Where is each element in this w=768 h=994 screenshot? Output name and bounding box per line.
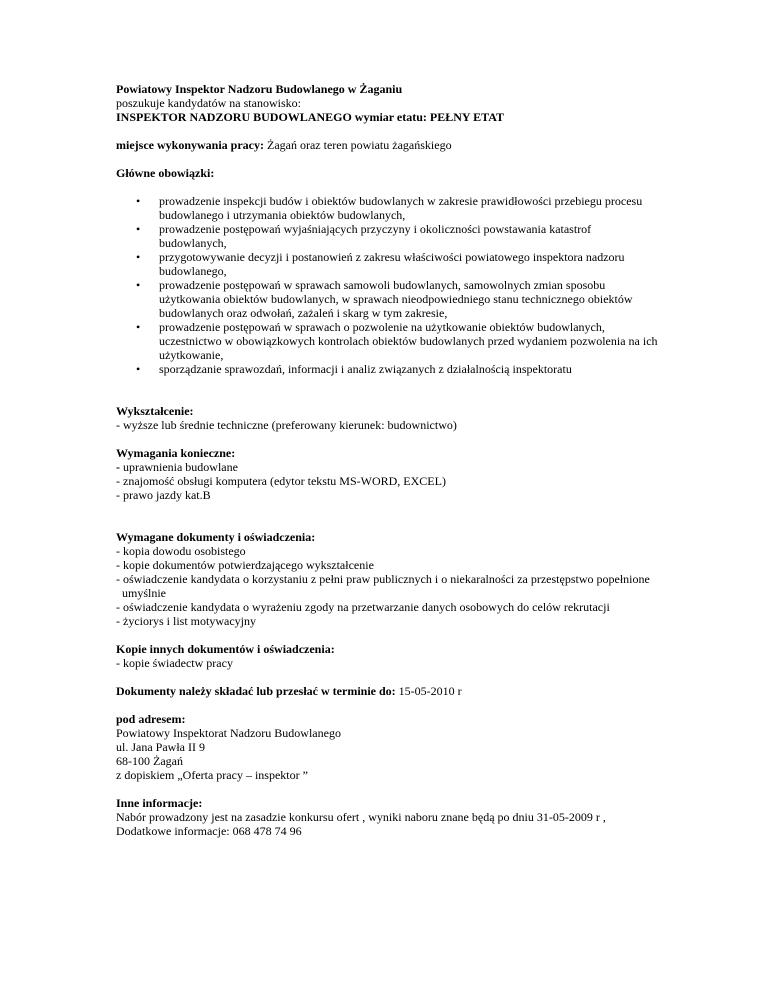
duty-item	[116, 320, 656, 362]
document-item: - życiorys i list motywacyjny	[116, 614, 256, 628]
requirement-dash: -	[116, 460, 120, 474]
other-info-line: Dodatkowe informacje: 068 478 74 96	[116, 824, 302, 838]
document-item: - oświadczenie kandydata o korzystaniu z pełni praw publicznych i o niekaralności za przestępstwo popełnione	[116, 572, 650, 586]
duties-heading: Główne obowiązki:	[116, 166, 215, 180]
bullet-icon: •	[136, 278, 141, 292]
duty-line: budowlanych,	[159, 236, 227, 250]
position-title: INSPEKTOR NADZORU BUDOWLANEGO wymiar etatu: PEŁNY ETAT	[116, 110, 505, 124]
duty-line: użytkowania obiektów budowlanych, w sprawach nieodpowiedniego stanu technicznego obiektów	[159, 292, 633, 306]
requirement-item: - prawo jazdy kat.B	[116, 488, 211, 502]
duty-item	[116, 278, 656, 320]
bullet-icon: •	[136, 194, 141, 208]
requirements-heading: Wymagania konieczne:	[116, 446, 236, 460]
duty-line: prowadzenie postępowań w sprawach o pozwolenie na użytkowanie obiektów budowlanych,	[159, 320, 605, 334]
other-info-heading: Inne informacje:	[116, 796, 203, 810]
address-line: 68-100 Żagań	[116, 754, 183, 768]
education-item: - wyższe lub średnie techniczne (preferowany kierunek: budownictwo)	[116, 418, 457, 432]
duty-item	[116, 362, 656, 376]
duty-line: prowadzenie postępowań w sprawach samowoli budowlanych, samowolnych zmian sposobu	[159, 278, 606, 292]
document-body	[116, 82, 656, 838]
other-document-item: - kopie świadectw pracy	[116, 656, 233, 670]
bullet-icon: •	[136, 222, 141, 236]
document-item: - kopia dowodu osobistego	[116, 544, 246, 558]
requirement-item: - znajomość obsługi komputera (edytor tekstu MS-WORD, EXCEL)	[116, 474, 446, 488]
other-documents-heading: Kopie innych dokumentów i oświadczenia:	[116, 642, 335, 656]
duties-list	[116, 194, 656, 376]
deadline-value: 15-05-2010 r	[395, 684, 462, 698]
duty-line: uczestnictwo w obowiązkowych kontrolach obiektów budowlanych przed wydaniem pozwolenia na ich	[159, 334, 658, 348]
bullet-icon: •	[136, 250, 141, 264]
documents-heading: Wymagane dokumenty i oświadczenia:	[116, 530, 316, 544]
address-line: ul. Jana Pawła II 9	[116, 740, 205, 754]
employer-title: Powiatowy Inspektor Nadzoru Budowlanego w Żaganiu	[116, 82, 403, 96]
duty-line: budowlanych oraz odwołań, zażaleń i skarg w tym zakresie,	[159, 306, 448, 320]
duty-line: prowadzenie inspekcji budów i obiektów budowlanych w zakresie prawidłowości przebiegu procesu	[159, 194, 643, 208]
address-line: z dopiskiem „Oferta pracy – inspektor ”	[116, 768, 308, 782]
duty-line: budowlanego i utrzymania obiektów budowlanych,	[159, 208, 406, 222]
duty-line: prowadzenie postępowań wyjaśniających przyczyny i okoliczności powstawania katastrof	[159, 222, 592, 236]
recruitment-intro: poszukuje kandydatów na stanowisko:	[116, 96, 301, 110]
duty-item	[116, 250, 656, 278]
duty-line: budowlanego,	[159, 264, 227, 278]
deadline-label: Dokumenty należy składać lub przesłać w terminie do:	[116, 684, 396, 698]
address-heading: pod adresem:	[116, 712, 186, 726]
duty-line: sporządzanie sprawozdań, informacji i analiz związanych z działalnością inspektoratu	[159, 362, 572, 376]
duty-item	[116, 222, 656, 250]
other-info-line: Nabór prowadzony jest na zasadzie konkursu ofert , wyniki naboru znane będą po dniu 31-05-2009 r ,	[116, 810, 606, 824]
duty-line: przygotowywanie decyzji i postanowień z zakresu właściwości powiatowego inspektora nadzoru	[159, 250, 625, 264]
address-line: Powiatowy Inspektorat Nadzoru Budowlanego	[116, 726, 341, 740]
requirement-text: uprawnienia budowlane	[120, 460, 238, 474]
work-place	[116, 138, 656, 152]
document-item-continuation: umyślnie	[122, 586, 166, 600]
bullet-icon: •	[136, 362, 141, 376]
bullet-icon: •	[136, 320, 141, 334]
duty-line: użytkowanie,	[159, 348, 224, 362]
work-place-value: Żagań oraz teren powiatu żagańskiego	[263, 138, 452, 152]
document-item: - kopie dokumentów potwierdzającego wykształcenie	[116, 558, 374, 572]
work-place-label: miejsce wykonywania pracy:	[116, 138, 264, 152]
duty-item	[116, 194, 656, 222]
document-item: - oświadczenie kandydata o wyrażeniu zgody na przetwarzanie danych osobowych do celów rekrutacji	[116, 600, 610, 614]
requirement-item	[116, 460, 656, 474]
deadline	[116, 684, 656, 698]
education-heading: Wykształcenie:	[116, 404, 194, 418]
